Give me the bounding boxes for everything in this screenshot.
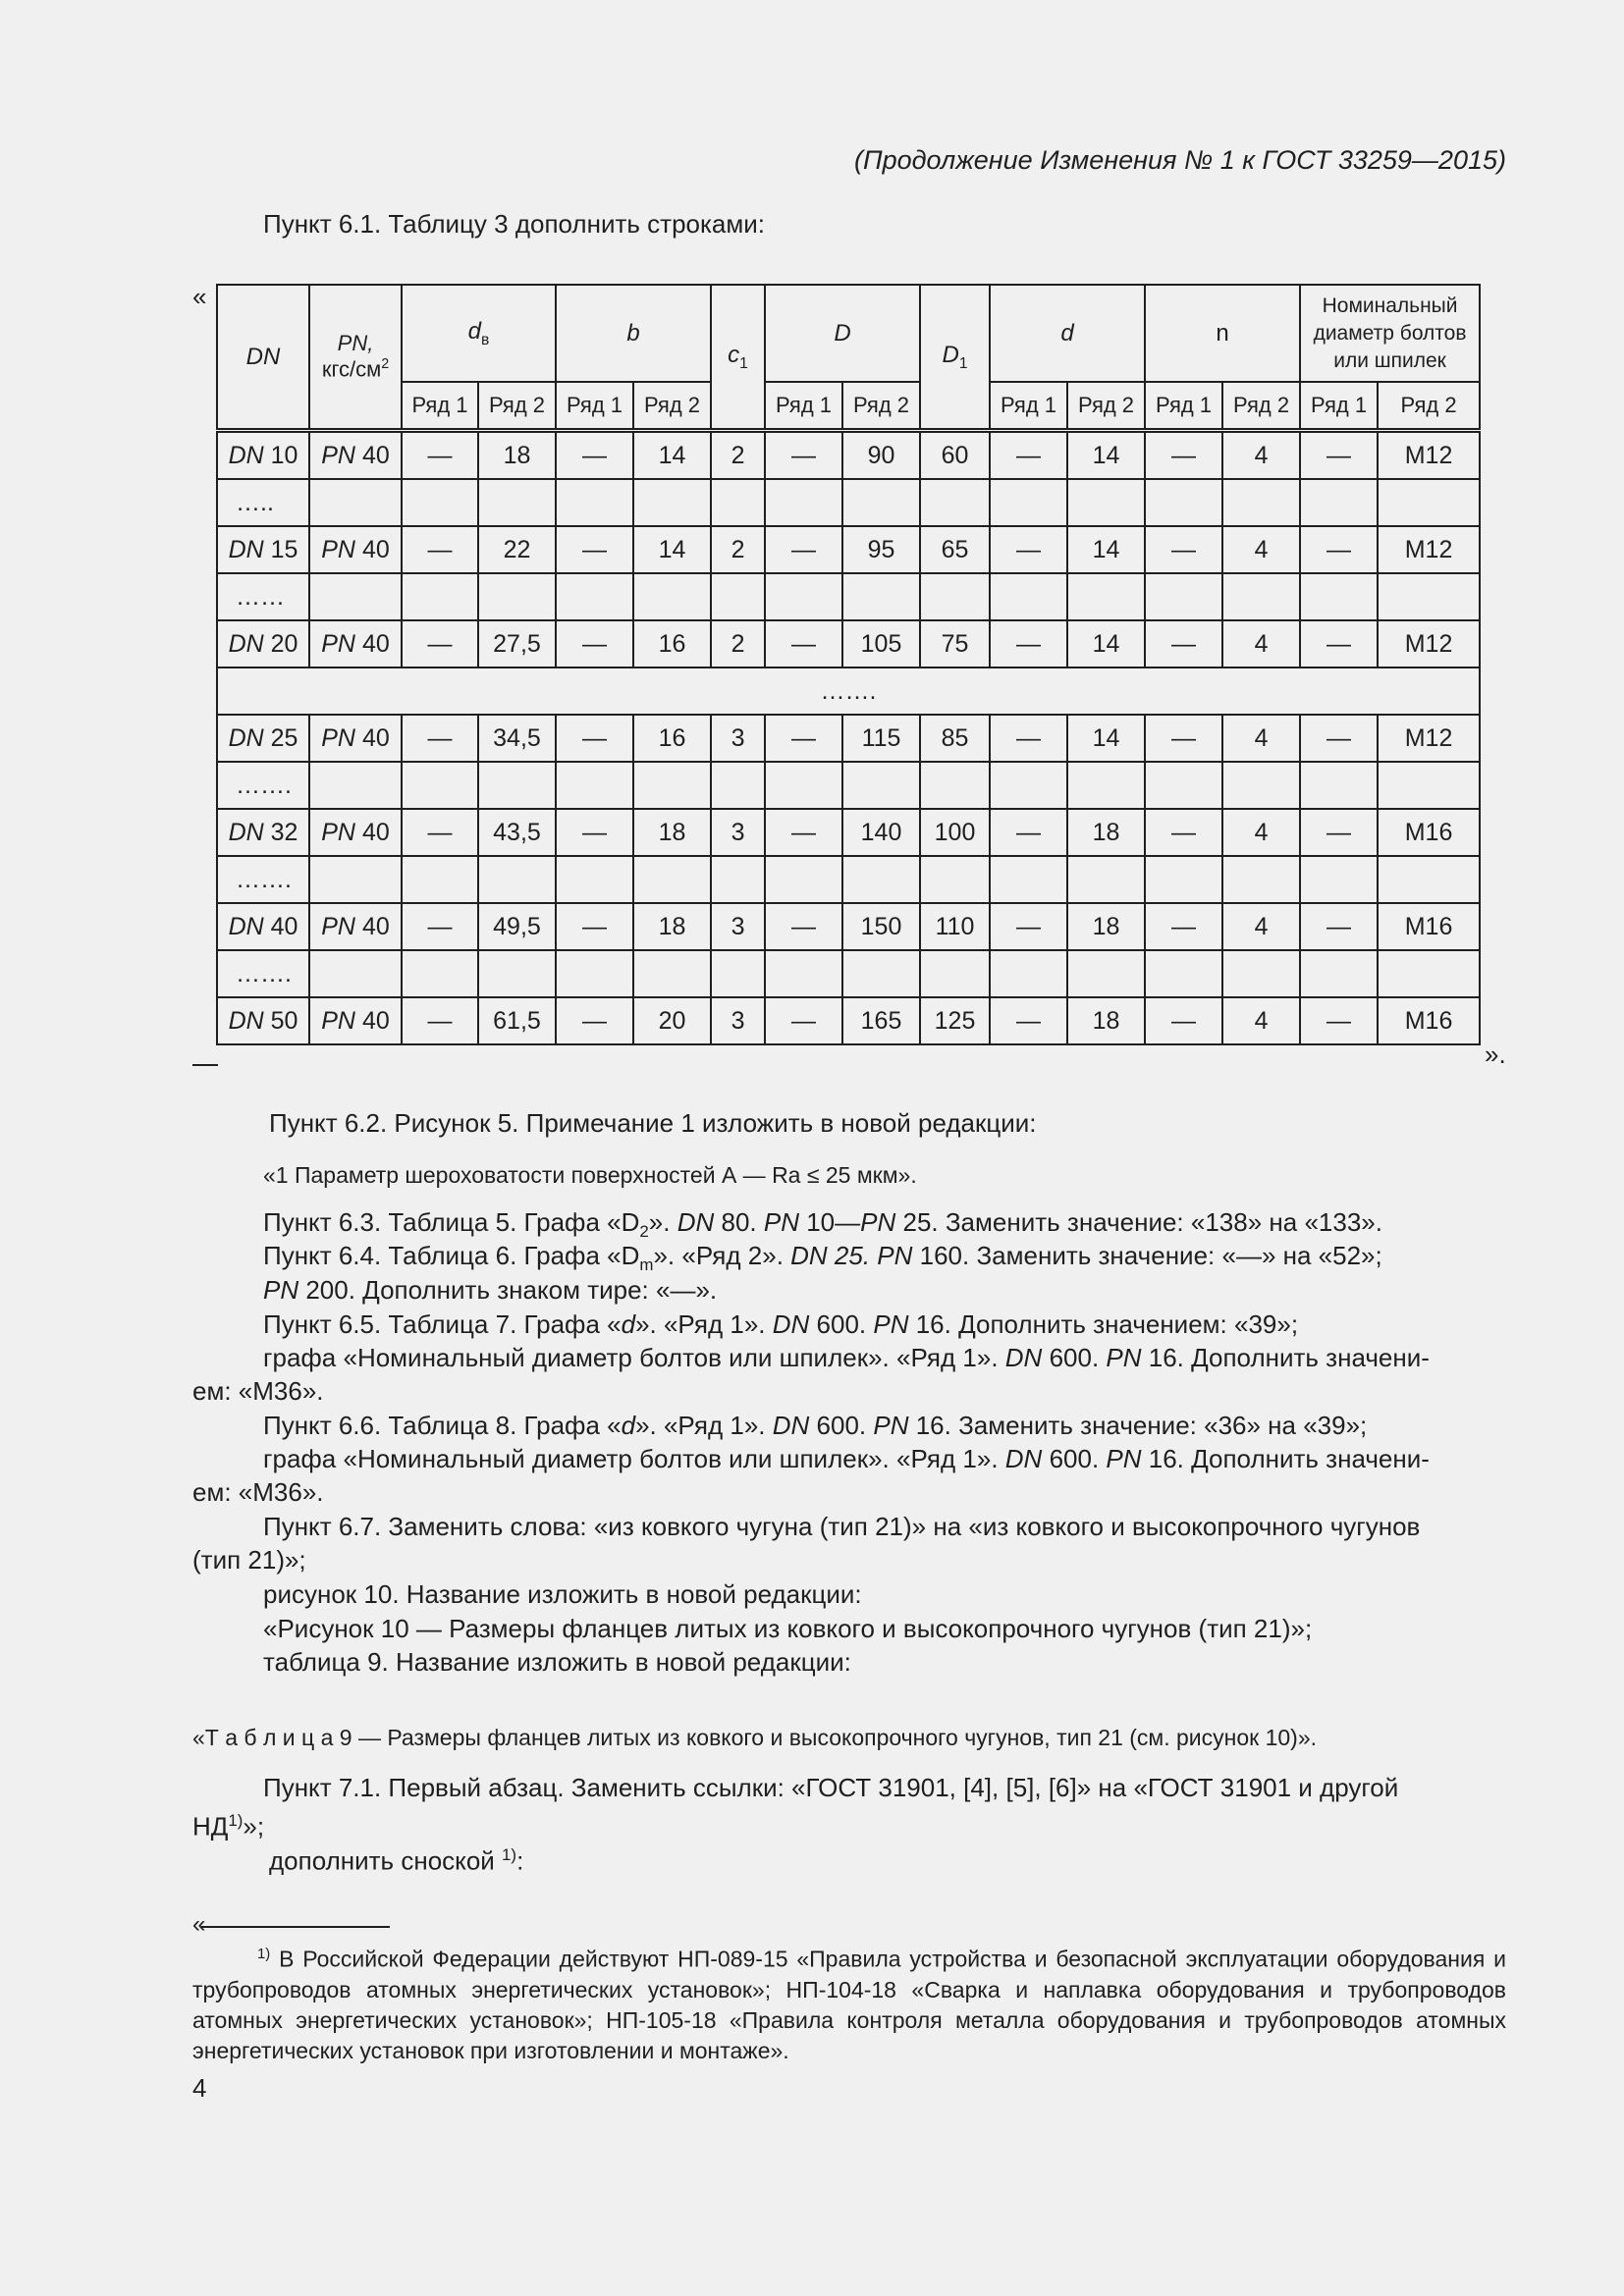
table-row <box>217 667 1480 715</box>
col-c1: $c_1$ <box>711 285 765 431</box>
table-cell: — <box>765 997 842 1044</box>
empty-cell <box>842 856 920 903</box>
empty-cell <box>1300 856 1378 903</box>
empty-cell <box>556 856 633 903</box>
table-cell: 16 <box>633 620 711 667</box>
para-6-3: Пункт 6.3. Таблица 5. Графа «$D_2$». DN 80. PN 10—PN 25. Заменить значение: «138» на «133». <box>263 1207 1382 1242</box>
table-cell: 14 <box>1067 620 1145 667</box>
table-cell: 14 <box>633 431 711 480</box>
empty-cell <box>633 856 711 903</box>
table-cell: 14 <box>1067 715 1145 762</box>
table-cell: 4 <box>1222 809 1300 856</box>
para-6-6: Пункт 6.6. Таблица 8. Графа «d». «Ряд 1». DN 600. PN 16. Заменить значение: «36» на «39»; <box>263 1411 1368 1440</box>
empty-cell <box>1300 950 1378 997</box>
para-7-1: Пункт 7.1. Первый абзац. Заменить ссылки: «ГОСТ 31901, [4], [5], [6]» на «ГОСТ 31901 и другой НД$^{1)}$»; <box>192 1773 1399 1842</box>
col-nominal-diameter: Номинальный диаметр болтов или шпилек <box>1300 285 1480 382</box>
table-cell: 90 <box>842 431 920 480</box>
empty-cell <box>1067 573 1145 620</box>
quote-open: « <box>192 282 207 311</box>
empty-cell <box>842 479 920 526</box>
empty-cell <box>1145 479 1222 526</box>
para-6-5-graph: графа «Номинальный диаметр болтов или шпилек». «Ряд 1». DN 600. PN 16. Дополнить значени- ем: «М36». <box>192 1343 1430 1406</box>
table-cell: 125 <box>920 997 990 1044</box>
cell-dn: DN 25 <box>217 715 309 762</box>
empty-cell <box>402 950 478 997</box>
table-cell: M12 <box>1378 526 1480 573</box>
table-cell: — <box>1145 997 1222 1044</box>
table-cell: 61,5 <box>478 997 556 1044</box>
table-cell: — <box>402 903 478 950</box>
table-cell: 4 <box>1222 715 1300 762</box>
empty-cell <box>920 950 990 997</box>
empty-cell <box>842 950 920 997</box>
ellipsis-cell: ……. <box>217 762 309 809</box>
empty-cell <box>1222 950 1300 997</box>
col-dn: DN <box>217 285 309 431</box>
empty-cell <box>1145 856 1222 903</box>
table-cell: — <box>556 809 633 856</box>
page-number: 4 <box>192 2073 207 2103</box>
table-row <box>217 431 1480 480</box>
table-cell: 75 <box>920 620 990 667</box>
empty-cell <box>402 573 478 620</box>
table-cell: — <box>556 431 633 480</box>
sub-row2: Ряд 2 <box>633 382 711 431</box>
table-left-rule <box>192 1064 218 1066</box>
table-cell: 43,5 <box>478 809 556 856</box>
para-fig10: рисунок 10. Название изложить в новой редакции: <box>263 1579 862 1609</box>
footnote-text: $^{1)}$ В Российской Федерации действуют НП-089-15 «Правила устройства и безопасной эксплуатации оборудования и трубопроводов атомных энергетических установок»; НП-104-18 «Сварка и наплавка оборудования и трубопроводов атомных энергетических установок»; НП-105-18 «Правила контроля металла оборудования и трубопроводов атомных энергетических установок при изготовлении и монтаже». <box>192 1946 1506 2063</box>
table-cell: 18 <box>1067 903 1145 950</box>
empty-cell <box>765 762 842 809</box>
empty-cell <box>556 573 633 620</box>
table-cell: — <box>1145 620 1222 667</box>
sub-row1: Ряд 1 <box>765 382 842 431</box>
table-row <box>217 856 1480 903</box>
sub-row2: Ряд 2 <box>1222 382 1300 431</box>
empty-cell <box>1300 479 1378 526</box>
table-cell: M12 <box>1378 715 1480 762</box>
table-cell: — <box>402 431 478 480</box>
cell-dn: DN 50 <box>217 997 309 1044</box>
table-cell: — <box>1300 903 1378 950</box>
col-b: b <box>556 285 711 382</box>
ellipsis-cell: …… <box>217 573 309 620</box>
cell-dn: DN 10 <box>217 431 309 480</box>
empty-cell <box>1145 573 1222 620</box>
table-cell: 3 <box>711 715 765 762</box>
para-fig10-quote: «Рисунок 10 — Размеры фланцев литых из ковкого и высокопрочного чугунов (тип 21)»; <box>263 1614 1313 1643</box>
empty-cell <box>711 762 765 809</box>
table-cell: 100 <box>920 809 990 856</box>
empty-cell <box>920 762 990 809</box>
cell-dn: DN 40 <box>217 903 309 950</box>
table-cell: 18 <box>478 431 556 480</box>
table-cell: — <box>765 431 842 480</box>
table-cell: M16 <box>1378 903 1480 950</box>
table-cell: — <box>402 620 478 667</box>
table-cell: 3 <box>711 809 765 856</box>
empty-cell <box>1067 856 1145 903</box>
para-6-4-cont: PN 200. Дополнить знаком тире: «—». <box>263 1275 718 1305</box>
empty-cell <box>765 479 842 526</box>
cell-pn: PN 40 <box>309 620 402 667</box>
table-cell: 2 <box>711 431 765 480</box>
table-cell: — <box>402 526 478 573</box>
table-cell: 2 <box>711 526 765 573</box>
empty-cell <box>1222 479 1300 526</box>
table-cell: — <box>1145 431 1222 480</box>
cell-dn: DN 15 <box>217 526 309 573</box>
table-cell: 3 <box>711 997 765 1044</box>
table-cell: — <box>556 997 633 1044</box>
sub-row2: Ряд 2 <box>478 382 556 431</box>
col-d: d <box>990 285 1145 382</box>
empty-cell <box>556 479 633 526</box>
sub-row2: Ряд 2 <box>842 382 920 431</box>
table-cell: — <box>556 526 633 573</box>
table-cell: M16 <box>1378 997 1480 1044</box>
table-cell: 140 <box>842 809 920 856</box>
para-footnote-add: дополнить сноской $^{1)}$: <box>269 1845 524 1876</box>
empty-cell <box>1378 762 1480 809</box>
table-cell: 4 <box>1222 526 1300 573</box>
table-cell: 165 <box>842 997 920 1044</box>
ellipsis-cell: ……. <box>217 667 1480 715</box>
table-row <box>217 903 1480 950</box>
table-cell: 49,5 <box>478 903 556 950</box>
table-row <box>217 997 1480 1044</box>
table-cell: — <box>402 997 478 1044</box>
table-cell: M16 <box>1378 809 1480 856</box>
table-cell: 4 <box>1222 997 1300 1044</box>
empty-cell <box>765 573 842 620</box>
table-cell: 3 <box>711 903 765 950</box>
empty-cell <box>556 762 633 809</box>
cell-pn: PN 40 <box>309 431 402 480</box>
sub-row1: Ряд 1 <box>990 382 1067 431</box>
table-cell: — <box>765 715 842 762</box>
empty-cell <box>633 762 711 809</box>
table-cell: — <box>1300 620 1378 667</box>
sub-row1: Ряд 1 <box>556 382 633 431</box>
empty-cell <box>990 479 1067 526</box>
table-cell: — <box>990 903 1067 950</box>
table-cell: — <box>990 526 1067 573</box>
empty-cell <box>1378 856 1480 903</box>
empty-cell <box>633 950 711 997</box>
table-cell: 65 <box>920 526 990 573</box>
empty-cell <box>402 762 478 809</box>
table-cell: — <box>765 809 842 856</box>
col-D: D <box>765 285 920 382</box>
empty-cell <box>1378 479 1480 526</box>
empty-cell <box>1145 950 1222 997</box>
sub-row1: Ряд 1 <box>1300 382 1378 431</box>
table-cell: 18 <box>1067 809 1145 856</box>
table-cell: — <box>765 903 842 950</box>
empty-cell <box>478 479 556 526</box>
ellipsis-cell: ……. <box>217 856 309 903</box>
table-cell: — <box>556 715 633 762</box>
col-D1: $D_1$ <box>920 285 990 431</box>
cell-pn: PN 40 <box>309 715 402 762</box>
cell-pn: PN 40 <box>309 809 402 856</box>
sub-row1: Ряд 1 <box>402 382 478 431</box>
empty-cell <box>309 479 402 526</box>
empty-cell <box>1067 950 1145 997</box>
table-cell: — <box>1300 997 1378 1044</box>
table-cell: — <box>1300 431 1378 480</box>
table-cell: — <box>1300 715 1378 762</box>
empty-cell <box>478 573 556 620</box>
table-row <box>217 809 1480 856</box>
table-cell: 14 <box>633 526 711 573</box>
cell-pn: PN 40 <box>309 526 402 573</box>
empty-cell <box>711 856 765 903</box>
empty-cell <box>711 950 765 997</box>
empty-cell <box>309 762 402 809</box>
empty-cell <box>556 950 633 997</box>
table-row <box>217 715 1480 762</box>
table-cell: — <box>402 809 478 856</box>
empty-cell <box>1067 479 1145 526</box>
para-table9: таблица 9. Название изложить в новой редакции: <box>263 1647 851 1677</box>
table-row <box>217 620 1480 667</box>
intro-paragraph: Пункт 6.1. Таблицу 3 дополнить строками: <box>263 209 766 239</box>
table-cell: — <box>1145 903 1222 950</box>
table-cell: — <box>1145 526 1222 573</box>
sub-row1: Ряд 1 <box>1145 382 1222 431</box>
table-cell: 16 <box>633 715 711 762</box>
table-cell: 34,5 <box>478 715 556 762</box>
flange-table <box>216 284 1481 1045</box>
empty-cell <box>1067 762 1145 809</box>
para-6-7: Пункт 6.7. Заменить слова: «из ковкого чугуна (тип 21)» на «из ковкого и высокопрочного чугунов (тип 21)»; <box>192 1512 1421 1575</box>
table-cell: — <box>1300 809 1378 856</box>
table-cell: — <box>1300 526 1378 573</box>
empty-cell <box>402 856 478 903</box>
para-table9-quote: «Т а б л и ц а 9 — Размеры фланцев литых из ковкого и высокопрочного чугунов, тип 21 (см. рисунок 10)». <box>192 1725 1318 1750</box>
table-cell: 14 <box>1067 431 1145 480</box>
empty-cell <box>1378 573 1480 620</box>
table-cell: 20 <box>633 997 711 1044</box>
table-row <box>217 950 1480 997</box>
empty-cell <box>1145 762 1222 809</box>
empty-cell <box>478 762 556 809</box>
cell-dn: DN 20 <box>217 620 309 667</box>
empty-cell <box>633 573 711 620</box>
table-cell: 18 <box>1067 997 1145 1044</box>
table-cell: — <box>556 620 633 667</box>
para-6-6-graph: графа «Номинальный диаметр болтов или шпилек». «Ряд 1». DN 600. PN 16. Дополнить значени- ем: «М36». <box>192 1444 1430 1507</box>
table-cell: 4 <box>1222 620 1300 667</box>
cell-pn: PN 40 <box>309 903 402 950</box>
table-cell: — <box>990 809 1067 856</box>
table-cell: 105 <box>842 620 920 667</box>
empty-cell <box>1300 762 1378 809</box>
running-header: (Продолжение Изменения № 1 к ГОСТ 33259—2015) <box>854 145 1506 175</box>
empty-cell <box>1222 573 1300 620</box>
table-cell: 14 <box>1067 526 1145 573</box>
empty-cell <box>990 573 1067 620</box>
sub-row2: Ряд 2 <box>1067 382 1145 431</box>
empty-cell <box>309 950 402 997</box>
empty-cell <box>842 762 920 809</box>
para-6-5: Пункт 6.5. Таблица 7. Графа «d». «Ряд 1». DN 600. PN 16. Дополнить значением: «39»; <box>263 1309 1299 1339</box>
table-cell: — <box>990 715 1067 762</box>
table-cell: 4 <box>1222 903 1300 950</box>
table-cell: 18 <box>633 809 711 856</box>
empty-cell <box>842 573 920 620</box>
sub-row2: Ряд 2 <box>1378 382 1480 431</box>
empty-cell <box>920 573 990 620</box>
quote-close: ». <box>1485 1040 1506 1069</box>
table-row <box>217 573 1480 620</box>
empty-cell <box>1300 573 1378 620</box>
table-row <box>217 526 1480 573</box>
table-cell: 110 <box>920 903 990 950</box>
empty-cell <box>633 479 711 526</box>
table-cell: 95 <box>842 526 920 573</box>
table-cell: — <box>990 997 1067 1044</box>
table-cell: M12 <box>1378 431 1480 480</box>
empty-cell <box>920 479 990 526</box>
cell-pn: PN 40 <box>309 997 402 1044</box>
table-cell: — <box>765 526 842 573</box>
table-cell: — <box>990 431 1067 480</box>
footnote-quote: « <box>192 1911 206 1938</box>
table-cell: M12 <box>1378 620 1480 667</box>
table-cell: 115 <box>842 715 920 762</box>
empty-cell <box>478 856 556 903</box>
ellipsis-cell: ….. <box>217 479 309 526</box>
empty-cell <box>920 856 990 903</box>
empty-cell <box>309 573 402 620</box>
col-n: n <box>1145 285 1300 382</box>
table-cell: 27,5 <box>478 620 556 667</box>
table-cell: — <box>765 620 842 667</box>
empty-cell <box>711 479 765 526</box>
empty-cell <box>990 856 1067 903</box>
ellipsis-cell: ……. <box>217 950 309 997</box>
table-cell: 2 <box>711 620 765 667</box>
empty-cell <box>765 856 842 903</box>
empty-cell <box>309 856 402 903</box>
empty-cell <box>478 950 556 997</box>
table-body <box>217 431 1480 1045</box>
table-cell: 85 <box>920 715 990 762</box>
table-cell: 150 <box>842 903 920 950</box>
para-6-4: Пункт 6.4. Таблица 6. Графа «$D_m$». «Ряд 2». DN 25. PN 160. Заменить значение: «—» на «52»; <box>263 1241 1382 1275</box>
empty-cell <box>402 479 478 526</box>
cell-dn: DN 32 <box>217 809 309 856</box>
table-cell: — <box>402 715 478 762</box>
col-dv: $d_в$ <box>402 285 556 382</box>
table-row <box>217 762 1480 809</box>
empty-cell <box>711 573 765 620</box>
table-cell: 18 <box>633 903 711 950</box>
table-cell: — <box>990 620 1067 667</box>
table-cell: — <box>556 903 633 950</box>
table-cell: 4 <box>1222 431 1300 480</box>
para-6-2: Пункт 6.2. Рисунок 5. Примечание 1 изложить в новой редакции: <box>269 1108 1037 1138</box>
empty-cell <box>1222 762 1300 809</box>
footnote-rule <box>201 1926 390 1928</box>
table-cell: — <box>1145 715 1222 762</box>
table-row <box>217 479 1480 526</box>
table-cell: — <box>1145 809 1222 856</box>
empty-cell <box>765 950 842 997</box>
table-cell: 60 <box>920 431 990 480</box>
col-pn: PN, кгс/$см^2$ <box>309 285 402 431</box>
table-cell: 22 <box>478 526 556 573</box>
empty-cell <box>1378 950 1480 997</box>
empty-cell <box>1222 856 1300 903</box>
para-6-2-quote: «1 Параметр шероховатости поверхностей А — Ra ≤ 25 мкм». <box>263 1162 917 1188</box>
empty-cell <box>990 762 1067 809</box>
empty-cell <box>990 950 1067 997</box>
